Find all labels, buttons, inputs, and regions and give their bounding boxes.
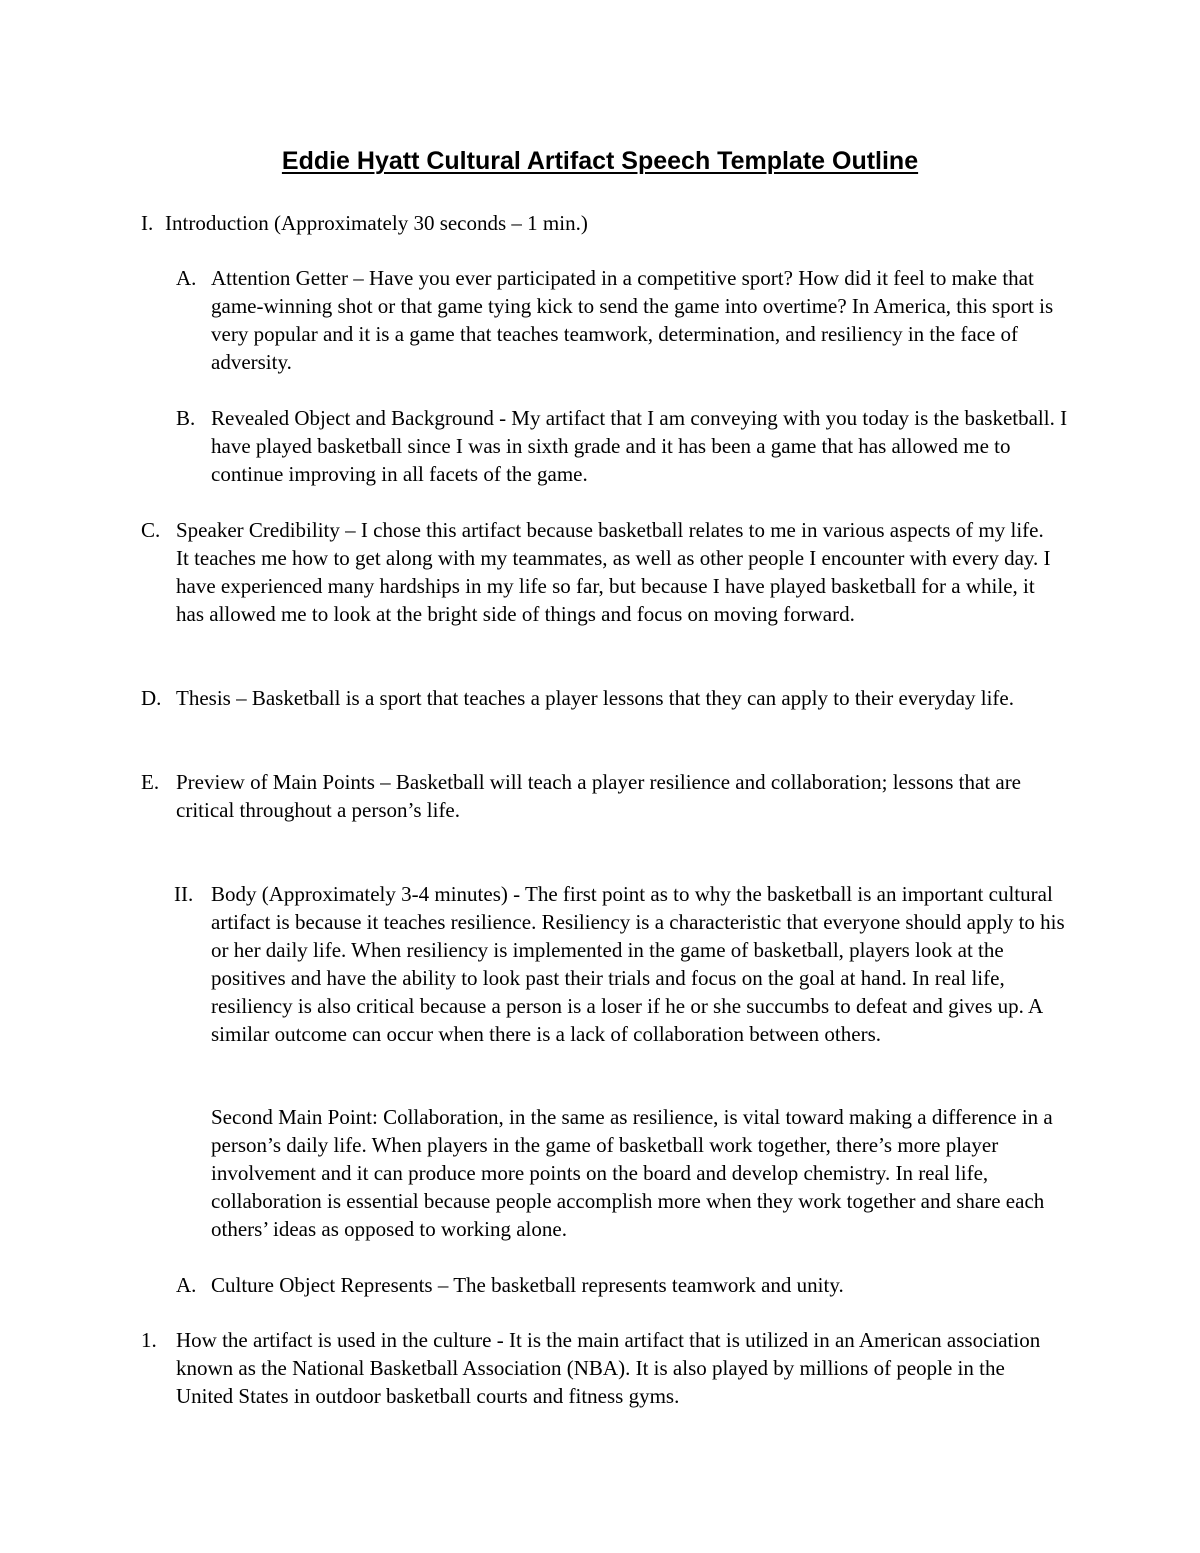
outline-item-thesis — [141, 684, 1056, 712]
second-main-point: Second Main Point: Collaboration, in the same as resilience, is vital toward making a difference in a person’s daily life. When players in the game of basketball work together, there’s more player involvement and it can produce more points on the board and develop chemistry. In real life, collaboration is essential because people accomplish more when they work together and share each others’ ideas as opposed to working alone. — [211, 1105, 1053, 1241]
outline-item-revealed-object — [176, 404, 1071, 488]
outline-item-body — [174, 880, 1071, 1048]
outline-text: Thesis – Basketball is a sport that teaches a player lessons that they can apply to their everyday life. — [176, 686, 1014, 710]
outline-item-speaker-credibility — [141, 516, 1056, 628]
outline-marker: I. — [141, 211, 154, 235]
outline-text: Speaker Credibility – I chose this artifact because basketball relates to me in various aspects of my life. It teaches me how to get along with my teammates, as well as other people I encounter with every day. I have experienced many hardships in my life so far, but because I have played basketball for a while, it has allowed me to look at the bright side of things and focus on moving forward. — [176, 518, 1051, 626]
outline-text: How the artifact is used in the culture - It is the main artifact that is utilized in an American association known as the National Basketball Association (NBA). It is also played by millions of people in the United States in outdoor basketball courts and fitness gyms. — [176, 1328, 1041, 1408]
outline-item-preview — [141, 768, 1056, 824]
outline-marker: C. — [141, 518, 161, 542]
outline-text: Introduction (Approximately 30 seconds – 1 min.) — [165, 211, 588, 235]
outline-text: Culture Object Represents – The basketball represents teamwork and unity. — [211, 1273, 844, 1297]
outline-marker: II. — [174, 882, 194, 906]
outline-marker: 1. — [141, 1328, 157, 1352]
outline-text: Revealed Object and Background - My artifact that I am conveying with you today is the basketball. I have played basketball since I was in sixth grade and it has been a game that has allowed me to continue improving in all facets of the game. — [211, 406, 1068, 486]
document-title: Eddie Hyatt Cultural Artifact Speech Template Outline — [281, 147, 919, 175]
outline-marker: A. — [176, 266, 197, 290]
outline-item-introduction — [141, 209, 1041, 237]
outline-item-culture-object — [176, 1271, 1071, 1299]
outline-marker: B. — [176, 406, 196, 430]
outline-marker: E. — [141, 770, 160, 794]
outline-text: Preview of Main Points – Basketball will teach a player resilience and collaboration; lessons that are critical throughout a person’s life. — [176, 770, 1022, 822]
outline-text: Body (Approximately 3-4 minutes) - The first point as to why the basketball is an important cultural artifact is because it teaches resilience. Resiliency is a characteristic that everyone should apply to his or her daily life. When resiliency is implemented in the game of basketball, players look at the positives and have the ability to look past their trials and focus on the goal at hand. In real life, resiliency is also critical because a person is a loser if he or she succumbs to defeat and gives up. A similar outcome can occur when there is a lack of collaboration between others. — [211, 882, 1065, 1046]
outline-item-attention-getter — [176, 264, 1071, 376]
outline-item-artifact-use — [141, 1326, 1056, 1410]
outline-marker: D. — [141, 686, 162, 710]
outline-text: Attention Getter – Have you ever participated in a competitive sport? How did it feel to make that game-winning shot or that game tying kick to send the game into overtime? In America, this sport is very popular and it is a game that teaches teamwork, determination, and resiliency in the face of adversity. — [211, 266, 1054, 374]
outline-marker: A. — [176, 1273, 197, 1297]
